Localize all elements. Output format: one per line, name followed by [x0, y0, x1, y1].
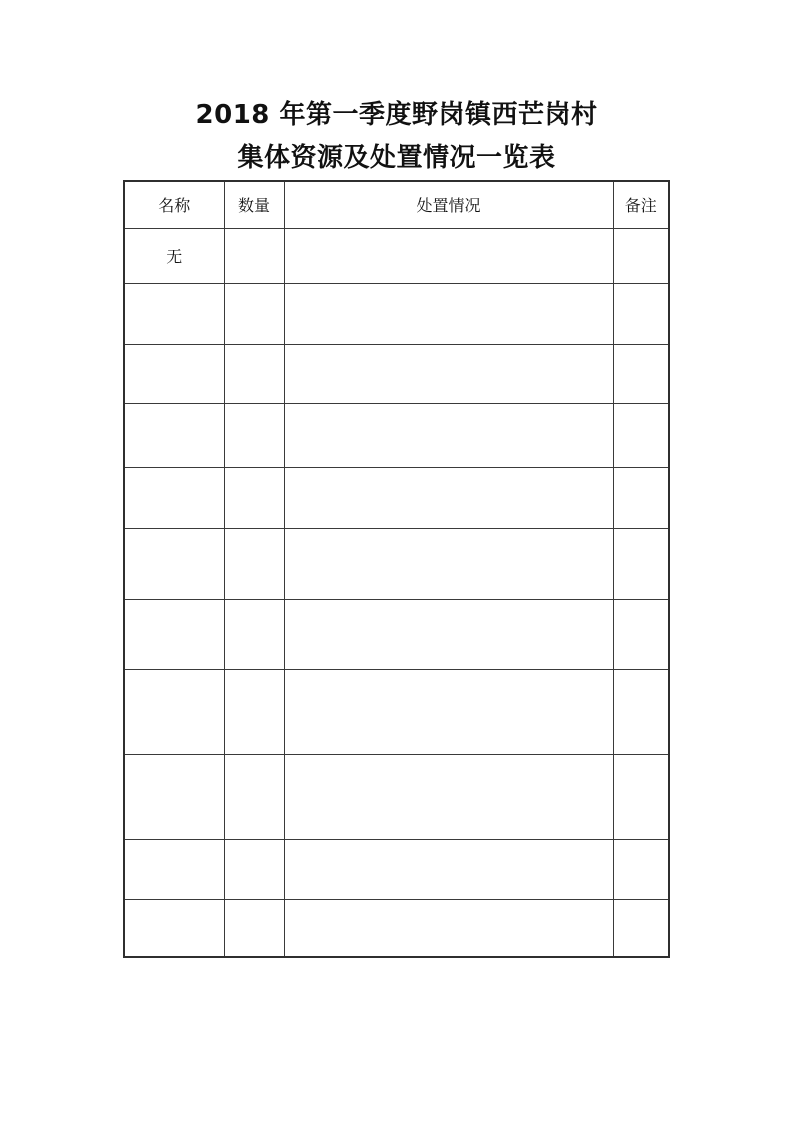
table-header	[124, 181, 669, 228]
cell-quantity	[224, 899, 284, 957]
cell-remark	[613, 754, 669, 839]
table-header-row	[124, 181, 669, 228]
cell-quantity	[224, 754, 284, 839]
table-row	[124, 899, 669, 957]
col-header-disposal: 处置情况	[284, 181, 613, 228]
cell-name	[124, 467, 224, 528]
col-header-remark: 备注	[613, 181, 669, 228]
cell-quantity	[224, 528, 284, 599]
cell-disposal	[284, 528, 613, 599]
cell-remark	[613, 669, 669, 754]
cell-quantity	[224, 344, 284, 403]
table-row	[124, 283, 669, 344]
col-header-quantity: 数量	[224, 181, 284, 228]
table-row	[124, 669, 669, 754]
cell-remark	[613, 403, 669, 467]
table-row	[124, 403, 669, 467]
col-header-name: 名称	[124, 181, 224, 228]
cell-disposal	[284, 669, 613, 754]
cell-quantity	[224, 669, 284, 754]
cell-name: 无	[124, 228, 224, 283]
cell-disposal	[284, 899, 613, 957]
resource-table	[123, 180, 670, 958]
cell-quantity	[224, 283, 284, 344]
table-row	[124, 344, 669, 403]
resource-table-body	[124, 228, 669, 957]
document-title-line-1: 2018 年第一季度野岗镇西芒岗村	[195, 100, 598, 130]
cell-disposal	[284, 754, 613, 839]
cell-name	[124, 283, 224, 344]
table-row	[124, 599, 669, 669]
cell-quantity	[224, 839, 284, 899]
cell-disposal	[284, 599, 613, 669]
cell-name	[124, 669, 224, 754]
cell-disposal	[284, 839, 613, 899]
cell-disposal	[284, 283, 613, 344]
cell-remark	[613, 283, 669, 344]
cell-remark	[613, 528, 669, 599]
cell-remark	[613, 344, 669, 403]
cell-name	[124, 839, 224, 899]
cell-quantity	[224, 599, 284, 669]
table-row	[124, 467, 669, 528]
cell-remark	[613, 839, 669, 899]
cell-name	[124, 754, 224, 839]
cell-quantity	[224, 467, 284, 528]
cell-disposal	[284, 403, 613, 467]
cell-name	[124, 528, 224, 599]
document-title	[0, 0, 793, 180]
cell-disposal	[284, 228, 613, 283]
cell-name	[124, 899, 224, 957]
cell-name	[124, 599, 224, 669]
cell-disposal	[284, 344, 613, 403]
cell-remark	[613, 899, 669, 957]
cell-disposal	[284, 467, 613, 528]
table-row	[124, 528, 669, 599]
cell-quantity	[224, 403, 284, 467]
cell-remark	[613, 599, 669, 669]
cell-name	[124, 403, 224, 467]
cell-name	[124, 344, 224, 403]
cell-quantity	[224, 228, 284, 283]
table-row	[124, 839, 669, 899]
cell-remark	[613, 228, 669, 283]
cell-remark	[613, 467, 669, 528]
document-title-line-2: 集体资源及处置情况一览表	[237, 143, 556, 173]
table-row	[124, 228, 669, 283]
table-row	[124, 754, 669, 839]
